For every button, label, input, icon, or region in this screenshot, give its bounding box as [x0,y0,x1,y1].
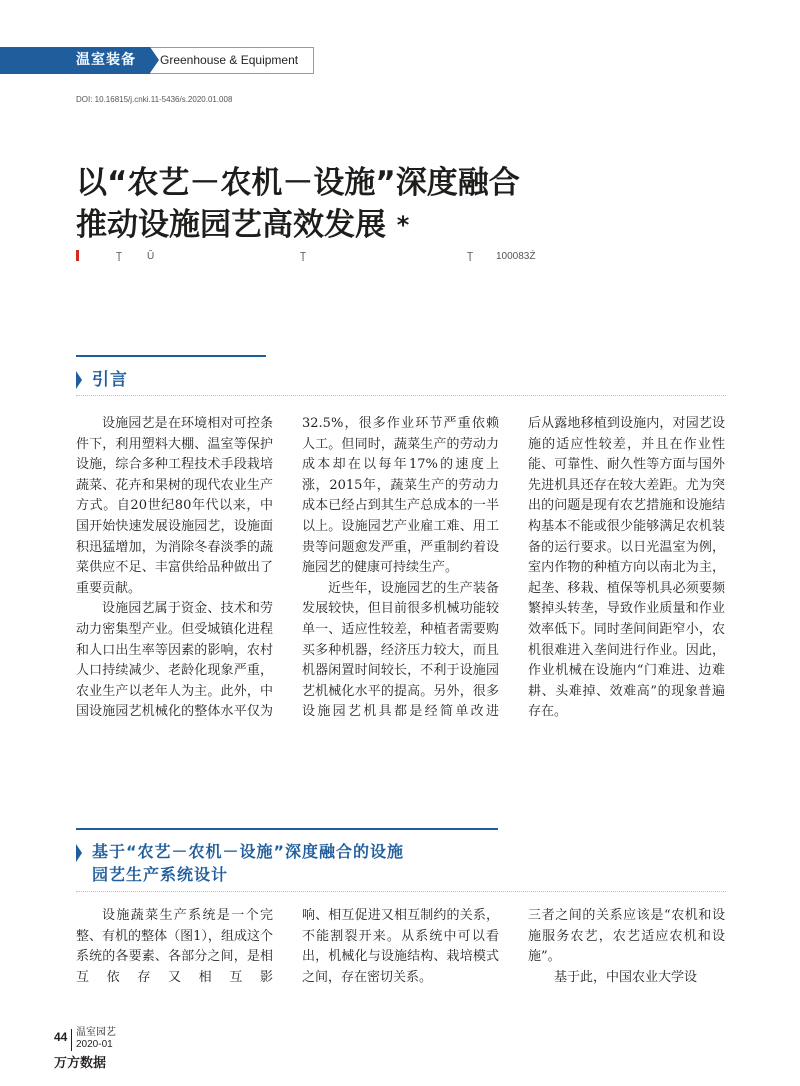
section-1-column-1 [76,414,273,723]
paragraph: 响、相互促进又相互制约的关系，不能割裂开来。从系统中可以看出，机械化与设施结构、栽培模式之间，存在密切关系。 [302,908,499,985]
article-title-line-2 [76,204,696,246]
section-1-column-2 [302,414,499,723]
author-glyph-3: Ţ [300,251,307,262]
author-glyph-4: Ţ [467,251,474,262]
section-2-dotted-rule [76,891,726,892]
section-2-heading [92,840,404,886]
section-2-heading-line-1: 基于“农艺－农机－设施”深度融合的设施 [92,842,405,861]
article-title [76,162,696,246]
column-name-english: Greenhouse & Equipment [148,47,314,74]
doi: DOI: 10.16815/j.cnki.11-5436/s.2020.01.008 [76,95,233,104]
footer-divider [71,1029,72,1051]
paragraph: 设施园艺属于资金、技术和劳动力密集型产业。但受城镇化进程和人口出生率等因素的影响，农村人口持续减少、老龄化现象严重，农业生产以老年人为主。此外，中国设施园艺机械化的整体水平仅为 [76,601,273,720]
paragraph: 设施蔬菜生产系统是一个完整、有机的整体（图1），组成这个系统的各要素、各部分之间，是相互依存又相互影 [76,908,273,985]
paragraph: 设施园艺是在环境相对可控条件下，利用塑料大棚、温室等保护设施，综合多种工程技术手段栽培蔬菜、花卉和果树的现代农业生产方式。自20世纪80年代以来，中国开始快速发展设施园艺，设施面积迅猛增加，为消除冬春淡季的蔬菜供应不足、丰富供给品种做出了重要贡献。 [76,416,273,596]
author-postcode: 100083Ź [496,251,536,262]
column-band-arrow [150,47,159,73]
footer-issue-date: 2020-01 [76,1039,113,1050]
paragraph: 32.5%，很多作业环节严重依赖人工。但同时，蔬菜生产的劳动力成本却在以每年17%的速度上涨，2015年，蔬菜生产的劳动力成本已经占到其生产总成本的一半以上。设施园艺产业雇工难、用工贵等问题愈发严重，严重制约着设施园艺的健康可持续生产。 [302,416,499,576]
section-2-column-2 [302,906,499,988]
author-glyph-2: Ŭ [147,251,155,262]
author-glyph-1: Ţ [116,251,123,262]
section-2-column-1 [76,906,273,988]
section-1-heading: 引言 [92,370,128,390]
section-1-column-3 [528,414,725,723]
section-2-heading-line-2: 园艺生产系统设计 [92,865,229,884]
title-footnote-mark: * [396,211,410,239]
section-1-arrow [76,371,82,389]
paragraph: 基于此，中国农业大学设 [554,969,698,985]
article-title-line-1: 以“农艺－农机－设施”深度融合 [76,165,520,201]
footer-journal-name: 温室园艺 [76,1027,116,1038]
author-marker [76,250,79,261]
section-2-column-3 [528,906,725,988]
section-2-rule [76,828,498,830]
footer-watermark: 万方数据 [54,1056,107,1071]
column-name-chinese: 温室装备 [76,52,136,68]
paragraph: 后从露地移植到设施内，对园艺设施的适应性较差，并且在作业性能、可靠性、耐久性等方面与国外先进机具还存在较大差距。尤为突出的问题是现有农艺措施和设施结构基本不能或很少能够满足农机装备的运行要求。以日光温室为例，室内作物的种植方向以南北为主，起垄、移栽、植保等机具必须要频繁掉头转垄，导致作业质量和作业效率低下。同时垄间间距窄小，农机很难进入垄间进行作业。因此，作业机械在设施内“门难进、边难耕、头难掉、效难高”的现象普遍存在。 [528,416,725,720]
section-1-dotted-rule [76,395,726,396]
section-2-arrow [76,844,82,862]
article-title-line-2-text: 推动设施园艺高效发展 [76,207,386,243]
paragraph: 近些年，设施园艺的生产装备发展较快，但目前很多机械功能较单一、适应性较差，种植者需要购买多种机器，经济压力较大，而且机器闲置时间较长，不利于设施园艺机械化水平的提高。另外，很多设施园艺机具都是经简单改进 [302,580,499,720]
section-1-rule [76,355,266,357]
paragraph: 三者之间的关系应该是“农机和设施服务农艺，农艺适应农机和设施”。 [528,908,725,965]
page-number: 44 [54,1030,68,1044]
